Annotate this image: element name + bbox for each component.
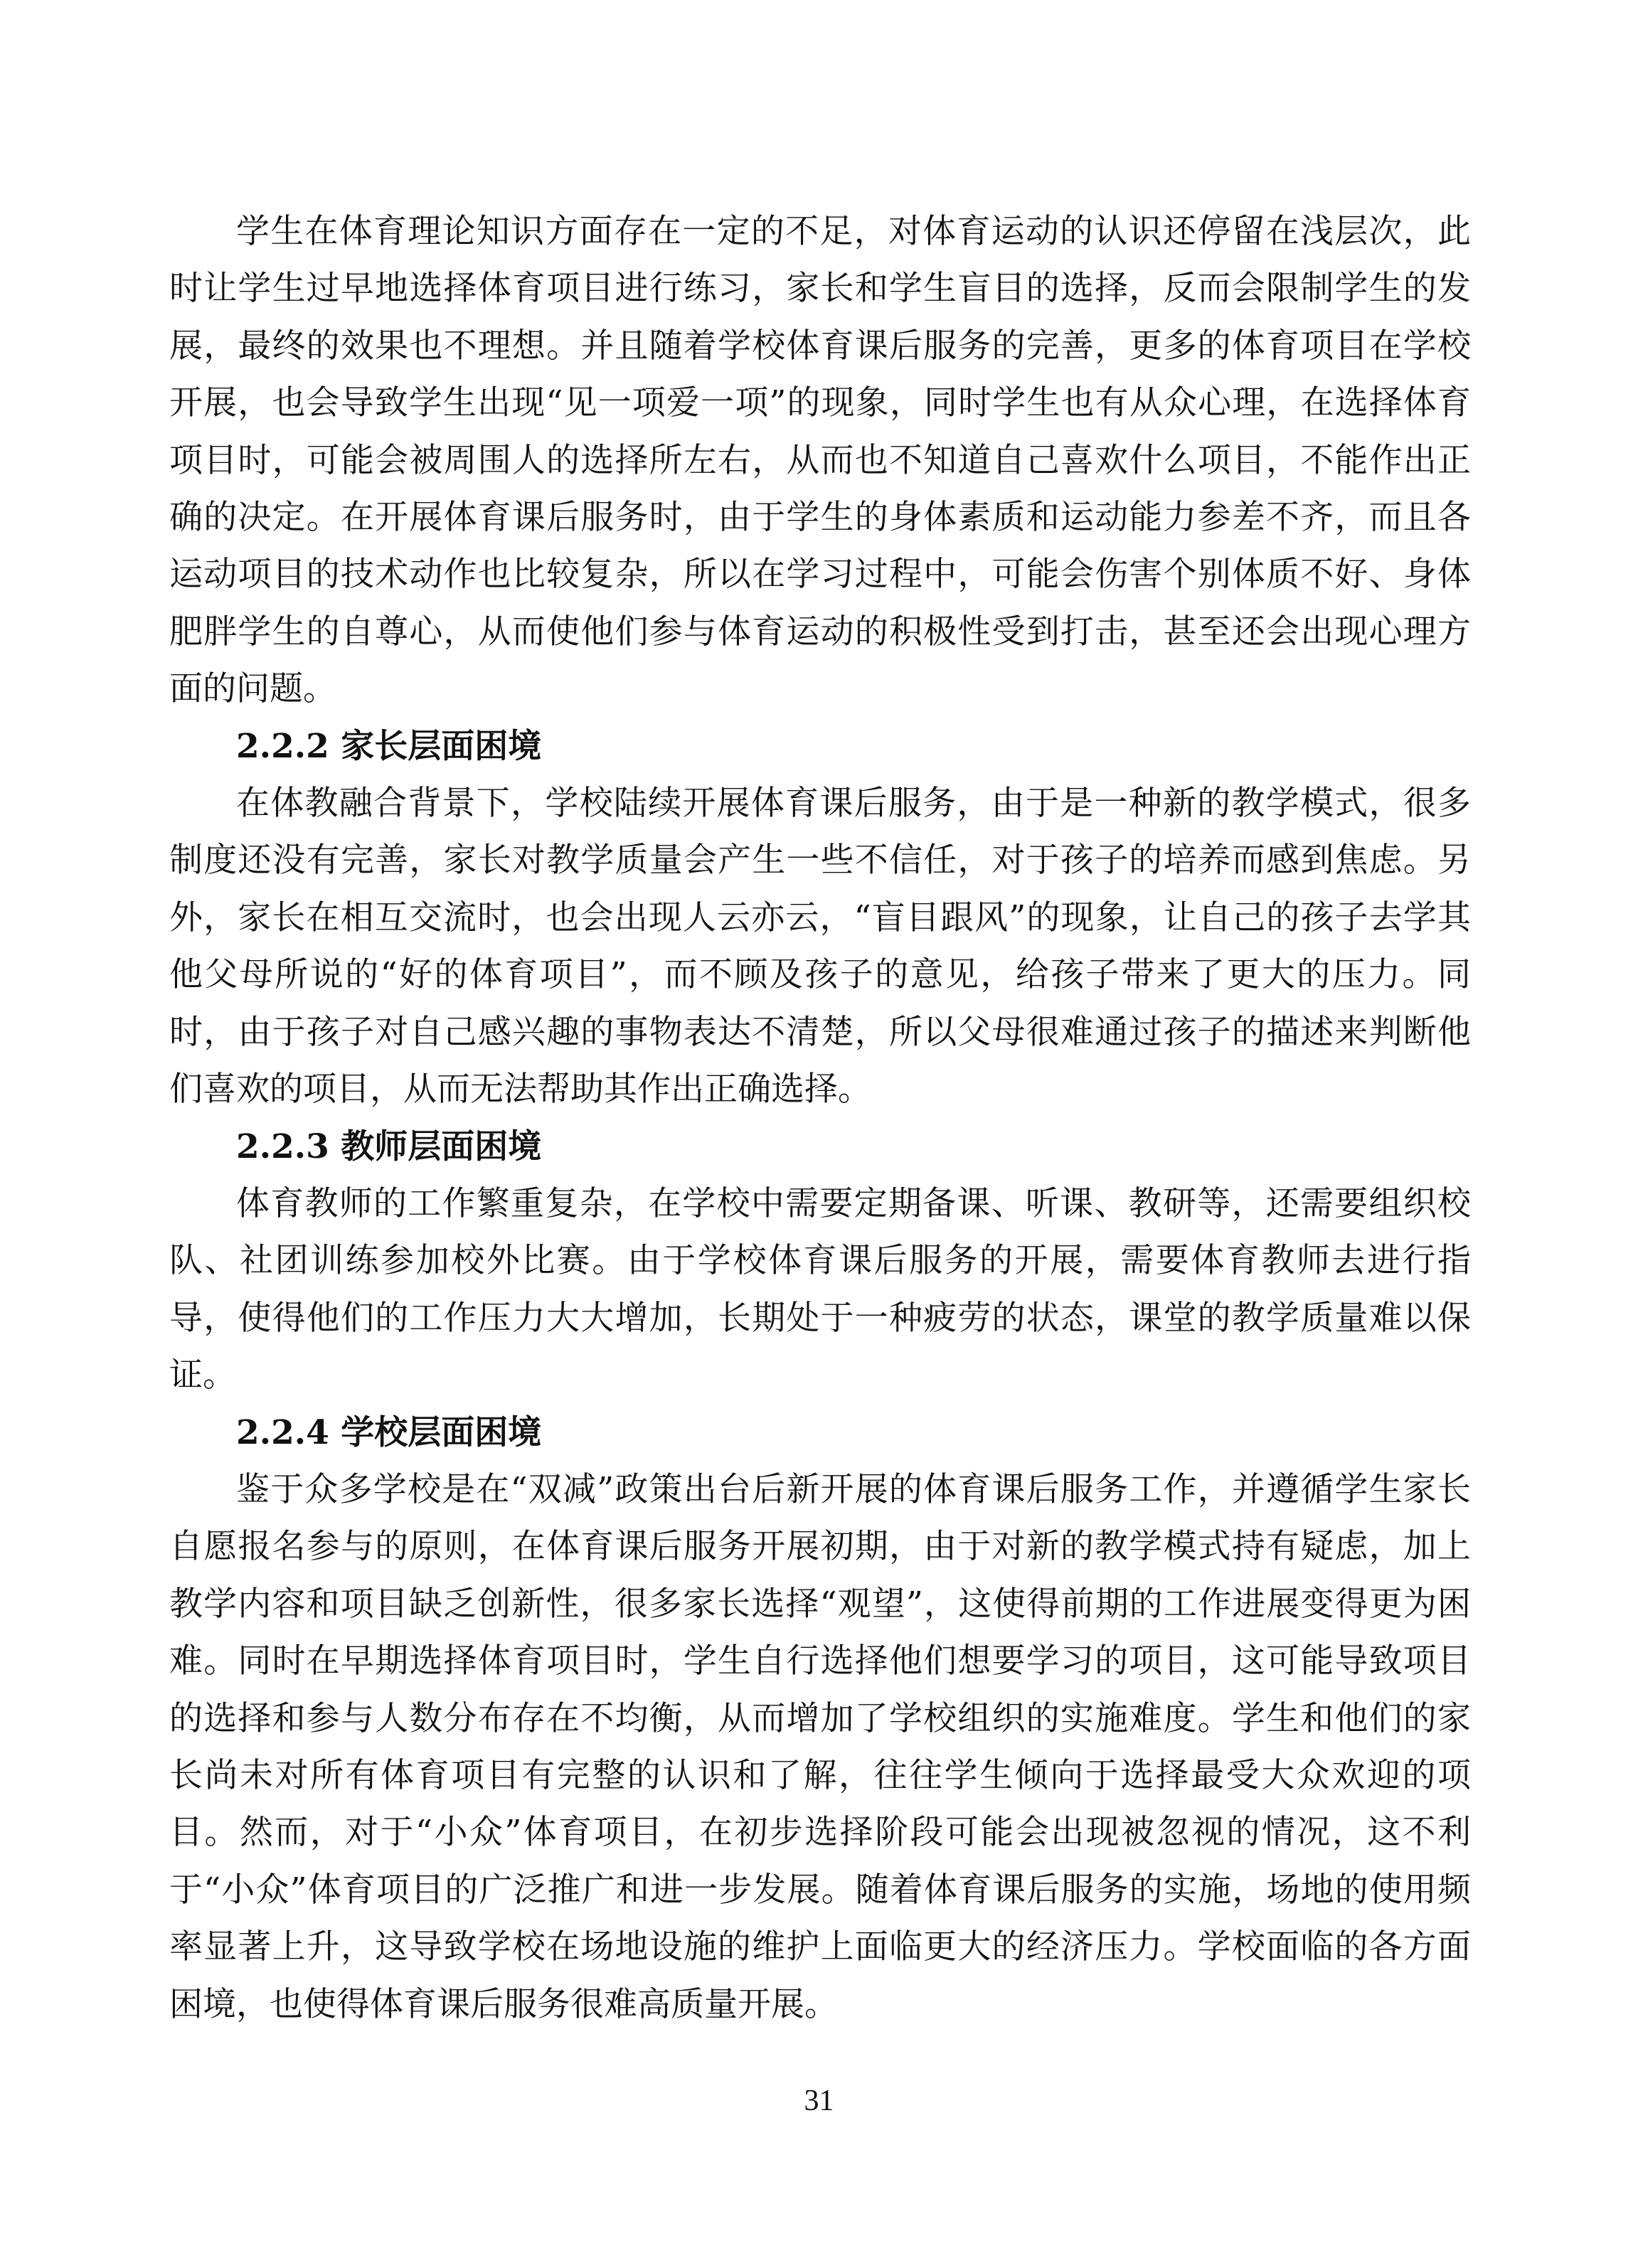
section-heading-2-2-3: 2.2.3 教师层面困境 — [236, 1127, 542, 1166]
body-paragraph: 学生在体育理论知识方面存在一定的不足，对体育运动的认识还停留在浅层次，此时让学生过早地选择体育项目进行练习，家长和学生盲目的选择，反而会限制学生的发展，最终的效果也不理想。并且随着学校体育课后服务的完善，更多的体育项目在学校开展，也会导致学生出现“见一项爱一项”的现象，同时学生也有从众心理，在选择体育项目时，可能会被周围人的选择所左右，从而也不知道自己喜欢什么项目，不能作出正确的决定。在开展体育课后服务时，由于学生的身体素质和运动能力参差不齐，而且各运动项目的技术动作也比较复杂，所以在学习过程中，可能会伤害个别体质不好、身体肥胖学生的自尊心，从而使他们参与体育运动的积极性受到打击，甚至还会出现心理方面的问题。 — [169, 212, 1471, 709]
body-paragraph: 在体教融合背景下，学校陆续开展体育课后服务，由于是一种新的教学模式，很多制度还没有完善，家长对教学质量会产生一些不信任，对于孩子的培养而感到焦虑。另外，家长在相互交流时，也会出现人云亦云，“盲目跟风”的现象，让自己的孩子去学其他父母所说的“好的体育项目”，而不顾及孩子的意见，给孩子带来了更大的压力。同时，由于孩子对自己感兴趣的事物表达不清楚，所以父母很难通过孩子的描述来判断他们喜欢的项目，从而无法帮助其作出正确选择。 — [169, 784, 1471, 1109]
body-paragraph: 体育教师的工作繁重复杂，在学校中需要定期备课、听课、教研等，还需要组织校队、社团训练参加校外比赛。由于学校体育课后服务的开展，需要体育教师去进行指导，使得他们的工作压力大大增加，长期处于一种疲劳的状态，课堂的教学质量难以保证。 — [169, 1183, 1471, 1395]
section-heading-2-2-2: 2.2.2 家长层面困境 — [236, 726, 542, 766]
page-body — [169, 203, 1471, 2033]
page-number: 31 — [804, 2085, 834, 2117]
section-heading-2-2-4: 2.2.4 学校层面困境 — [236, 1412, 542, 1452]
body-paragraph: 鉴于众多学校是在“双减”政策出台后新开展的体育课后服务工作，并遵循学生家长自愿报名参与的原则，在体育课后服务开展初期，由于对新的教学模式持有疑虑，加上教学内容和项目缺乏创新性，很多家长选择“观望”，这使得前期的工作进展变得更为困难。同时在早期选择体育项目时，学生自行选择他们想要学习的项目，这可能导致项目的选择和参与人数分布存在不均衡，从而增加了学校组织的实施难度。学生和他们的家长尚未对所有体育项目有完整的认识和了解，往往学生倾向于选择最受大众欢迎的项目。然而，对于“小众”体育项目，在初步选择阶段可能会出现被忽视的情况，这不利于“小众”体育项目的广泛推广和进一步发展。随着体育课后服务的实施，场地的使用频率显著上升，这导致学校在场地设施的维护上面临更大的经济压力。学校面临的各方面困境，也使得体育课后服务很难高质量开展。 — [169, 1469, 1471, 2024]
